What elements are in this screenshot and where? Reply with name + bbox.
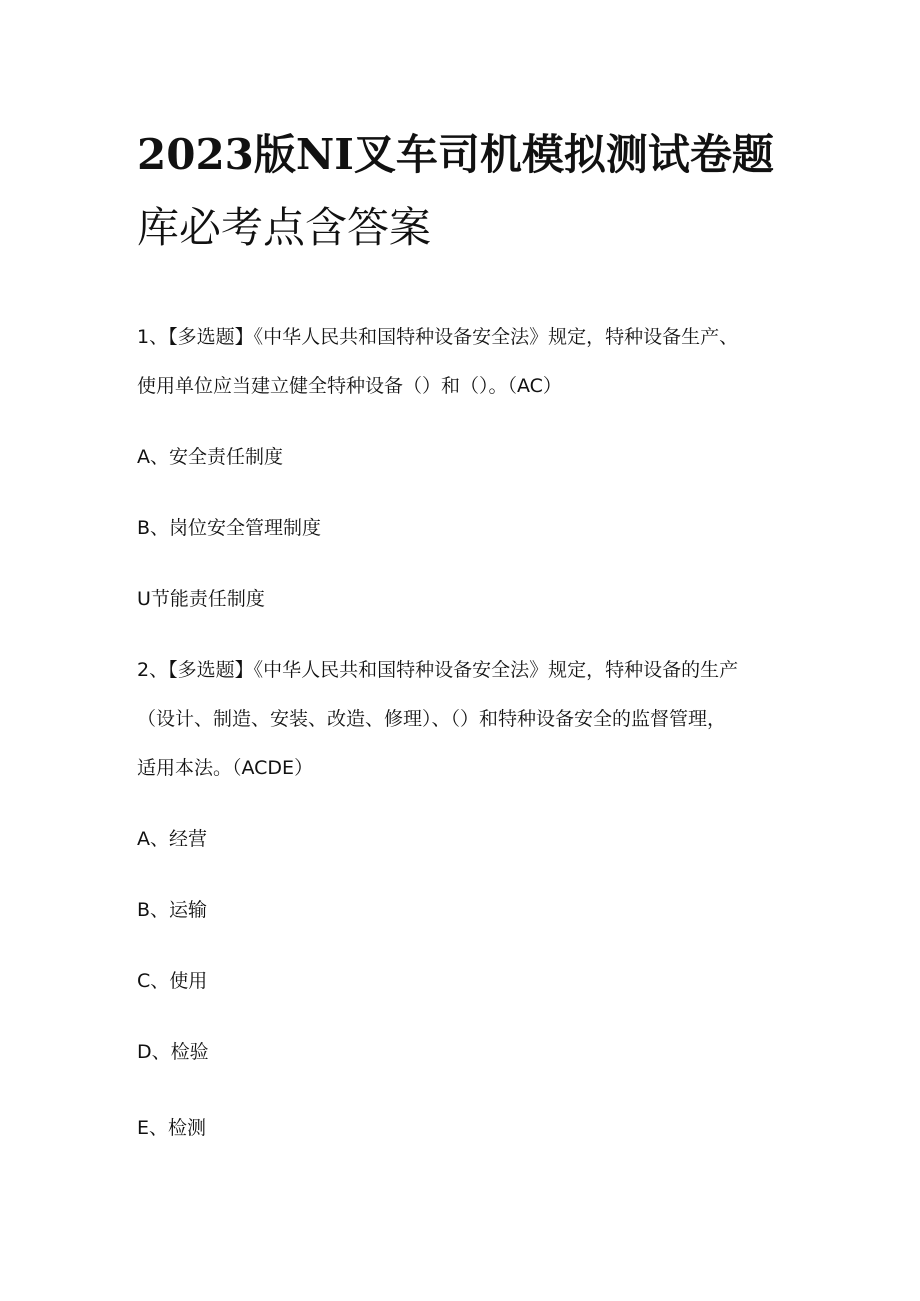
question-1-stem-line-2: 使用单位应当建立健全特种设备（）和（）。（AC）: [137, 375, 562, 397]
question-2-option-d: D、检验: [137, 1041, 209, 1063]
question-1-stem-line-1: 1、【多选题】《中华人民共和国特种设备安全法》规定，特种设备生产、: [137, 326, 739, 348]
question-2-stem-line-2: （设计、制造、安装、改造、修理）、（）和特种设备安全的监督管理，: [137, 708, 727, 730]
question-1-option-c: U节能责任制度: [137, 588, 265, 610]
question-2-option-b: B、运输: [137, 899, 208, 921]
question-2-option-a: A、经营: [137, 828, 207, 850]
question-2-stem-line-1: 2、【多选题】《中华人民共和国特种设备安全法》规定，特种设备的生产: [137, 659, 739, 681]
question-2-stem-line-3: 适用本法。（ACDE）: [137, 757, 314, 779]
document-title-line-1: 2023版NI叉车司机模拟测试卷题: [137, 130, 774, 179]
question-1-option-a: A、安全责任制度: [137, 446, 283, 468]
document-title-line-2: 库必考点含答案: [137, 203, 432, 252]
question-2-option-e: E、检测: [137, 1117, 207, 1139]
question-1-option-b: B、岗位安全管理制度: [137, 517, 322, 539]
question-2-option-c: C、使用: [137, 970, 208, 992]
